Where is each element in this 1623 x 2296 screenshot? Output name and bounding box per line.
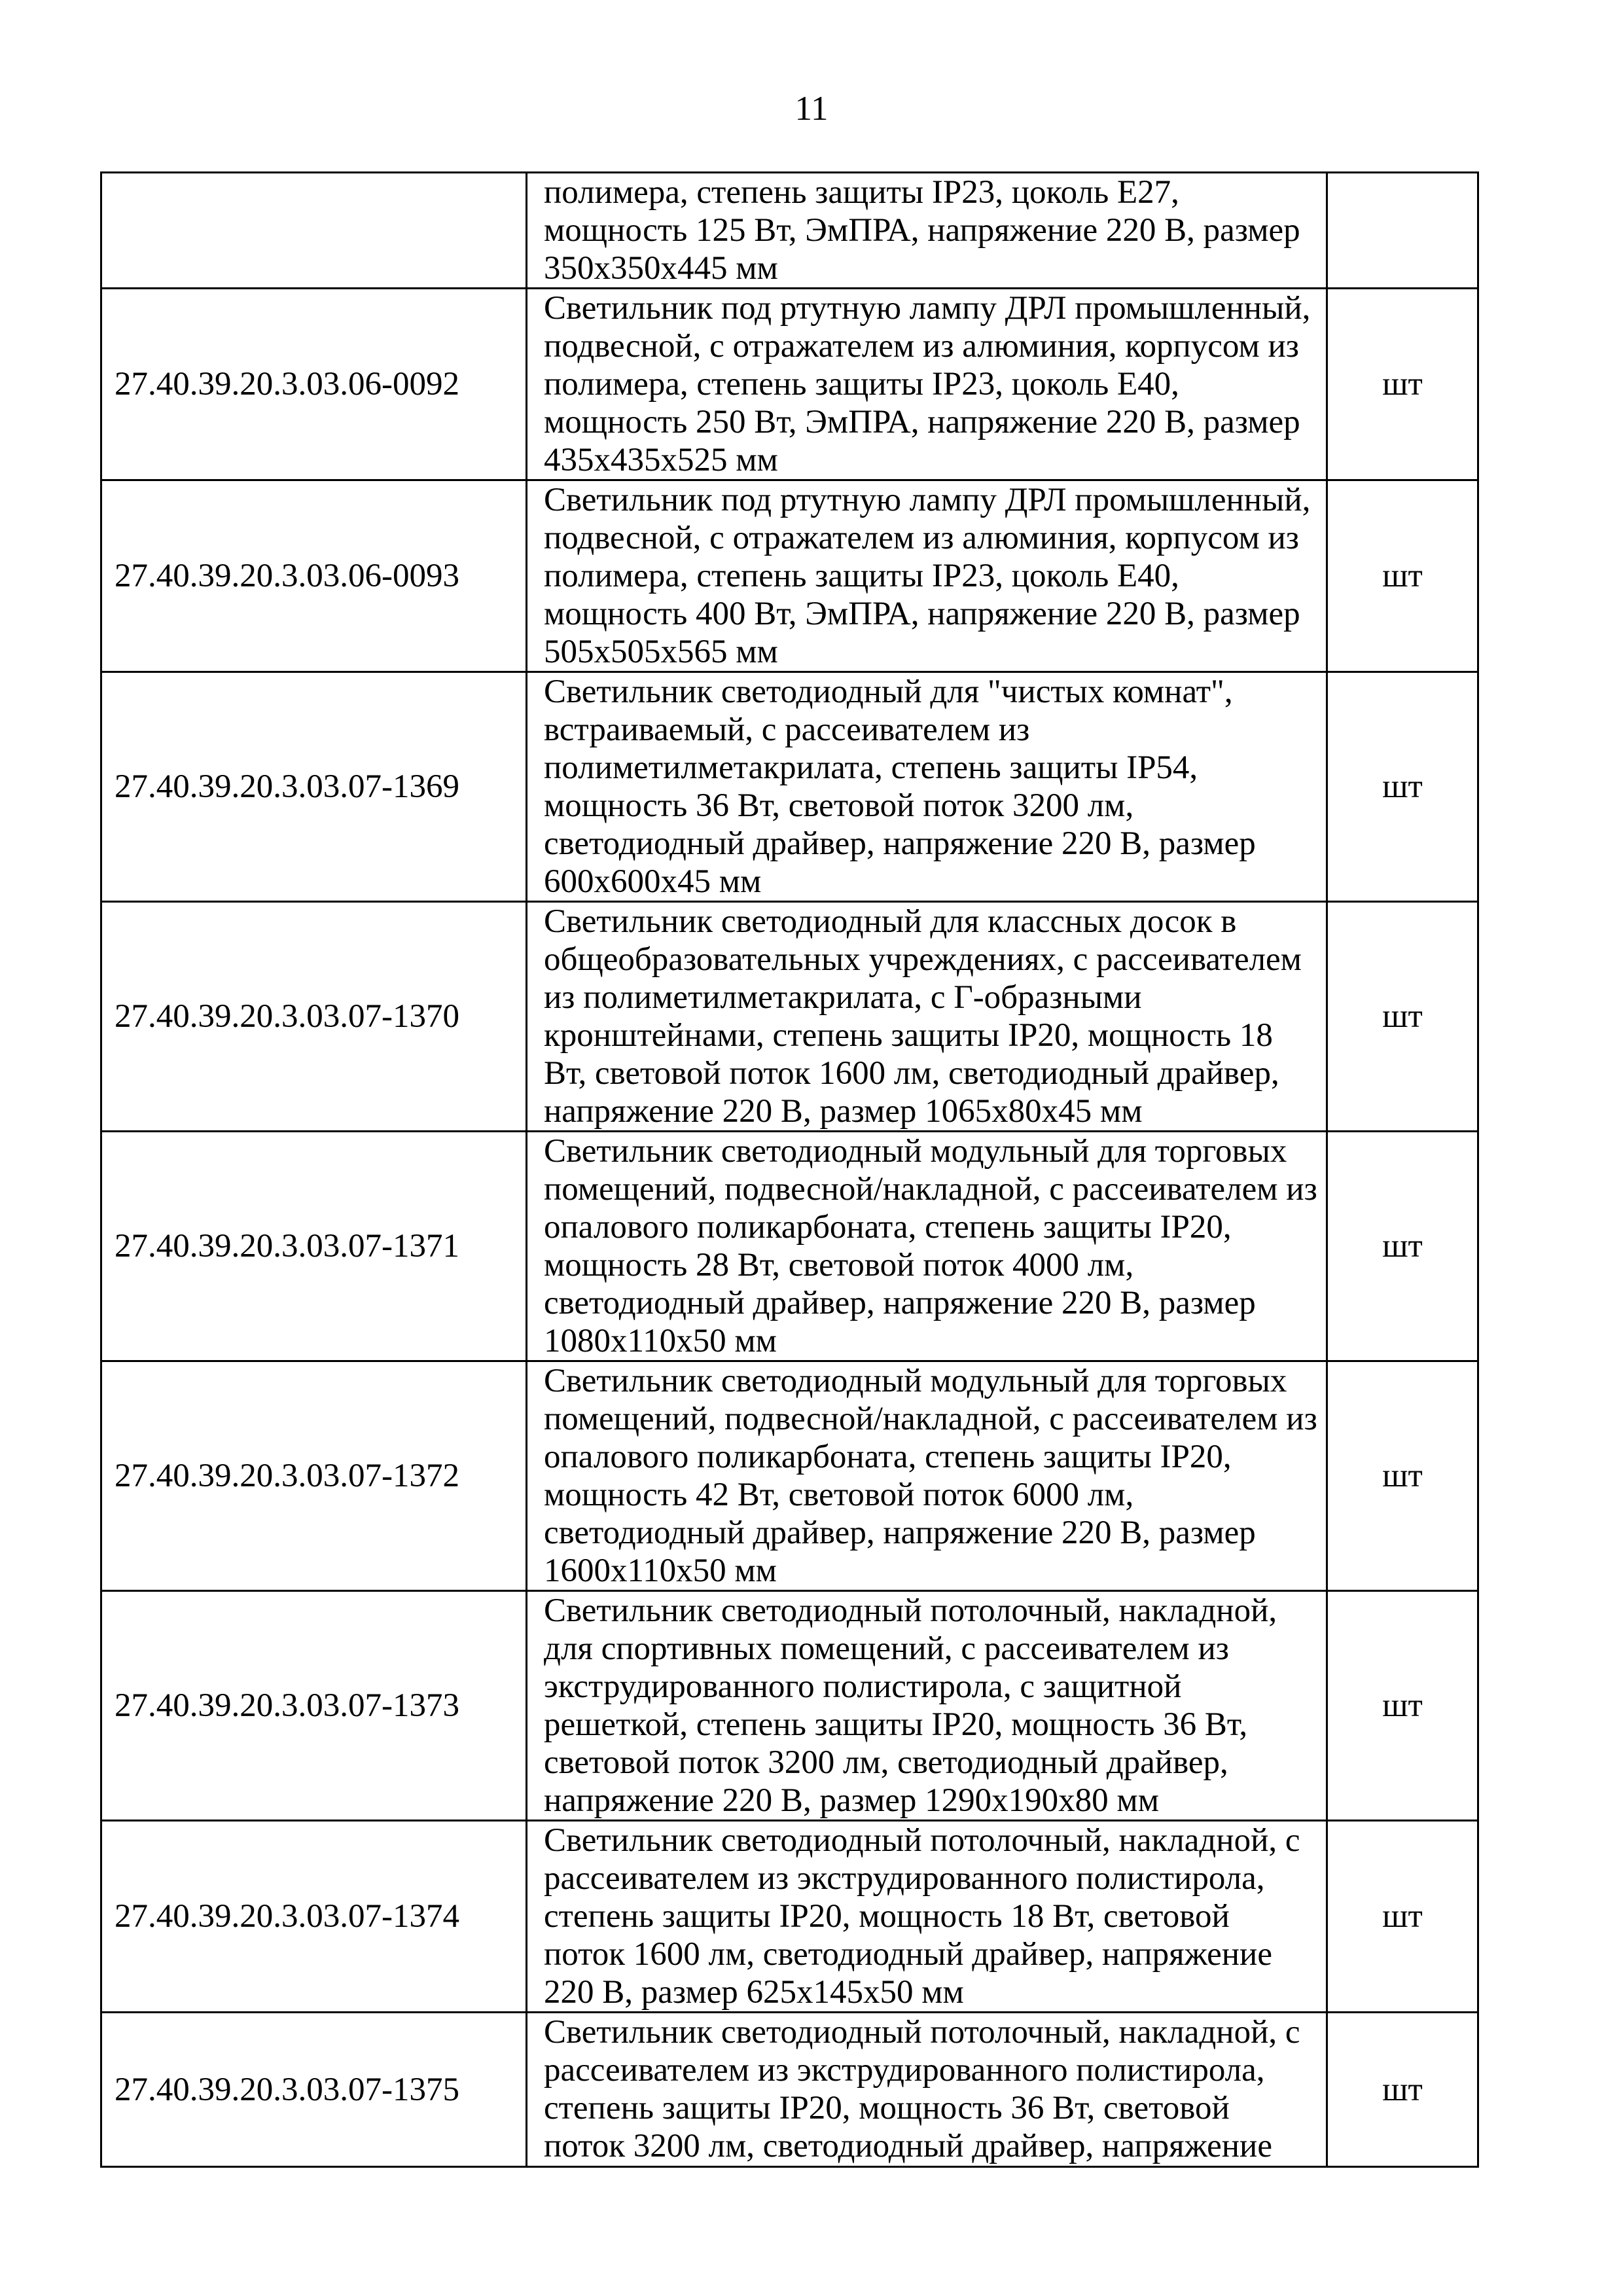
description-line: степень защиты IP20, мощность 18 Вт, световой xyxy=(544,1898,1230,1935)
description-line: опалового поликарбоната, степень защиты IP20, xyxy=(544,1209,1232,1246)
description-line: решеткой, степень защиты IP20, мощность 36 Вт, xyxy=(544,1706,1248,1743)
row-code: 27.40.39.20.3.03.07-1375 xyxy=(101,2013,527,2167)
row-description xyxy=(527,173,1327,289)
row-unit: шт xyxy=(1327,1821,1478,2013)
description-line: напряжение 220 В, размер 1065х80х45 мм xyxy=(544,1093,1143,1130)
row-code: 27.40.39.20.3.03.06-0093 xyxy=(101,480,527,672)
description-line: подвесной, с отражателем из алюминия, корпусом из xyxy=(544,520,1299,556)
row-code: 27.40.39.20.3.03.07-1371 xyxy=(101,1132,527,1361)
row-unit: шт xyxy=(1327,1591,1478,1821)
description-line: 1080х110х50 мм xyxy=(544,1323,777,1359)
row-unit: шт xyxy=(1327,1132,1478,1361)
row-code: 27.40.39.20.3.03.06-0092 xyxy=(101,289,527,480)
description-line: светодиодный драйвер, напряжение 220 В, размер xyxy=(544,1285,1256,1321)
row-code: 27.40.39.20.3.03.07-1369 xyxy=(101,672,527,902)
row-description xyxy=(527,902,1327,1132)
table-row xyxy=(101,1132,1478,1361)
description-line: помещений, подвесной/накладной, с рассеивателем из xyxy=(544,1401,1317,1437)
description-line: экструдированного полистирола, с защитной xyxy=(544,1668,1182,1705)
description-line: мощность 36 Вт, световой поток 3200 лм, xyxy=(544,787,1134,824)
description-line: полимера, степень защиты IP23, цоколь E40, xyxy=(544,366,1179,403)
description-line: световой поток 3200 лм, светодиодный драйвер, xyxy=(544,1744,1228,1781)
description-line: рассеивателем из экструдированного полистирола, xyxy=(544,1860,1265,1897)
row-description xyxy=(527,1591,1327,1821)
description-line: Светильник светодиодный потолочный, накладной, xyxy=(544,1592,1277,1629)
table-row xyxy=(101,1591,1478,1821)
description-line: 600х600х45 мм xyxy=(544,863,762,900)
row-unit: шт xyxy=(1327,672,1478,902)
row-description xyxy=(527,672,1327,902)
description-line: 1600х110х50 мм xyxy=(544,1552,777,1589)
row-description xyxy=(527,1361,1327,1591)
page-number: 11 xyxy=(794,90,829,128)
row-unit xyxy=(1327,173,1478,289)
description-line: полимера, степень защиты IP23, цоколь E27, xyxy=(544,174,1179,211)
description-line: мощность 250 Вт, ЭмПРА, напряжение 220 В, размер xyxy=(544,404,1300,440)
description-line: полиметилметакрилата, степень защиты IP54, xyxy=(544,749,1198,786)
description-line: 220 В, размер 625х145х50 мм xyxy=(544,1974,964,2011)
row-description xyxy=(527,289,1327,480)
row-code xyxy=(101,173,527,289)
description-line: для спортивных помещений, с рассеивателем из xyxy=(544,1630,1229,1667)
row-unit: шт xyxy=(1327,2013,1478,2167)
resource-table xyxy=(100,171,1479,2168)
row-code: 27.40.39.20.3.03.07-1370 xyxy=(101,902,527,1132)
description-line: встраиваемый, с рассеивателем из xyxy=(544,711,1030,748)
row-code: 27.40.39.20.3.03.07-1372 xyxy=(101,1361,527,1591)
description-line: 505х505х565 мм xyxy=(544,634,778,670)
description-line: поток 3200 лм, светодиодный драйвер, напряжение xyxy=(544,2128,1272,2164)
description-line: мощность 42 Вт, световой поток 6000 лм, xyxy=(544,1477,1134,1513)
row-description xyxy=(527,1132,1327,1361)
description-line: Вт, световой поток 1600 лм, светодиодный драйвер, xyxy=(544,1055,1279,1092)
table-row xyxy=(101,173,1478,289)
description-line: мощность 125 Вт, ЭмПРА, напряжение 220 В, размер xyxy=(544,212,1300,249)
table-row xyxy=(101,289,1478,480)
table-row xyxy=(101,2013,1478,2167)
row-description xyxy=(527,1821,1327,2013)
description-line: 435х435х525 мм xyxy=(544,442,778,478)
row-code: 27.40.39.20.3.03.07-1374 xyxy=(101,1821,527,2013)
table-row xyxy=(101,672,1478,902)
description-line: Светильник под ртутную лампу ДРЛ промышленный, xyxy=(544,290,1311,327)
description-line: подвесной, с отражателем из алюминия, корпусом из xyxy=(544,328,1299,365)
row-unit: шт xyxy=(1327,902,1478,1132)
row-code: 27.40.39.20.3.03.07-1373 xyxy=(101,1591,527,1821)
description-line: Светильник светодиодный модульный для торговых xyxy=(544,1133,1287,1170)
description-line: Светильник светодиодный потолочный, накладной, с xyxy=(544,1822,1300,1859)
description-line: из полиметилметакрилата, с Г-образными xyxy=(544,979,1142,1016)
description-line: полимера, степень защиты IP23, цоколь E40, xyxy=(544,558,1179,594)
description-line: Светильник под ртутную лампу ДРЛ промышленный, xyxy=(544,482,1311,518)
description-line: общеобразовательных учреждениях, с рассеивателем xyxy=(544,941,1302,978)
row-description xyxy=(527,2013,1327,2167)
row-unit: шт xyxy=(1327,480,1478,672)
description-line: мощность 400 Вт, ЭмПРА, напряжение 220 В, размер xyxy=(544,596,1300,632)
table-row xyxy=(101,902,1478,1132)
row-unit: шт xyxy=(1327,1361,1478,1591)
table-body xyxy=(101,173,1478,2167)
row-unit: шт xyxy=(1327,289,1478,480)
description-line: мощность 28 Вт, световой поток 4000 лм, xyxy=(544,1247,1134,1283)
description-line: рассеивателем из экструдированного полистирола, xyxy=(544,2052,1265,2089)
description-line: светодиодный драйвер, напряжение 220 В, размер xyxy=(544,1515,1256,1551)
description-line: кронштейнами, степень защиты IP20, мощность 18 xyxy=(544,1017,1273,1054)
description-line: степень защиты IP20, мощность 36 Вт, световой xyxy=(544,2090,1230,2126)
description-line: помещений, подвесной/накладной, с рассеивателем из xyxy=(544,1171,1317,1208)
description-line: напряжение 220 В, размер 1290х190х80 мм xyxy=(544,1782,1159,1819)
description-line: опалового поликарбоната, степень защиты IP20, xyxy=(544,1439,1232,1475)
description-line: 350х350х445 мм xyxy=(544,250,778,287)
description-line: светодиодный драйвер, напряжение 220 В, размер xyxy=(544,825,1256,862)
table-row xyxy=(101,1361,1478,1591)
description-line: Светильник светодиодный для классных досок в xyxy=(544,903,1237,940)
description-line: Светильник светодиодный потолочный, накладной, с xyxy=(544,2014,1300,2051)
description-line: Светильник светодиодный для "чистых комнат", xyxy=(544,673,1233,710)
description-line: Светильник светодиодный модульный для торговых xyxy=(544,1363,1287,1399)
table-row xyxy=(101,1821,1478,2013)
description-line: поток 1600 лм, светодиодный драйвер, напряжение xyxy=(544,1936,1272,1973)
row-description xyxy=(527,480,1327,672)
table-row xyxy=(101,480,1478,672)
